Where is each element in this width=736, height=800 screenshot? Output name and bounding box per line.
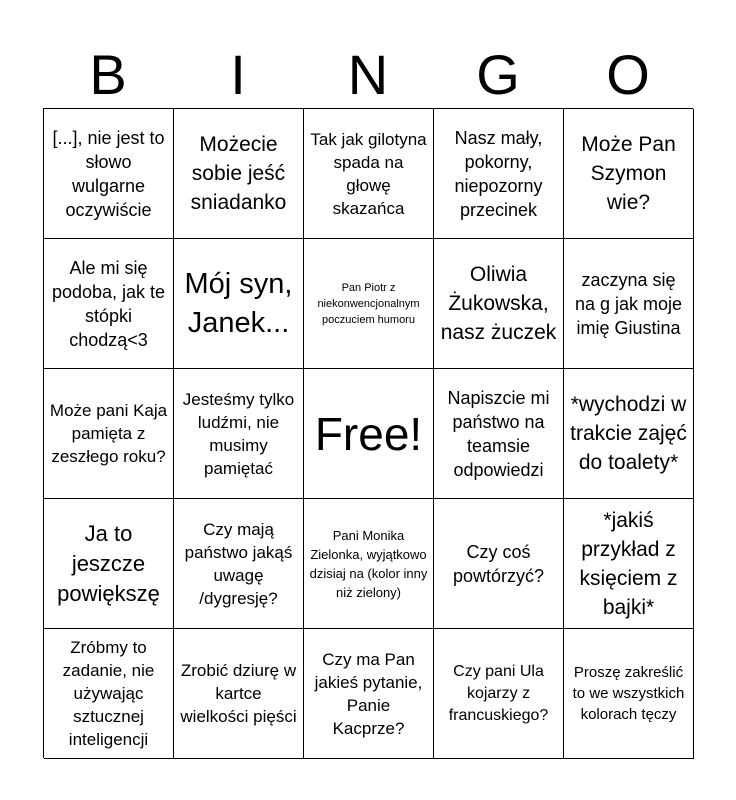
bingo-cell[interactable] xyxy=(304,499,434,629)
bingo-cell[interactable] xyxy=(44,369,174,499)
cell-text: Możecie sobie jeść sniadanko xyxy=(190,133,287,214)
cell-text: zaczyna się na g jak moje imię Giustina xyxy=(574,269,683,338)
cell-text: Jesteśmy tylko ludźmi, nie musimy pamiętać xyxy=(182,389,295,478)
bingo-cell[interactable] xyxy=(174,499,304,629)
bingo-cell[interactable] xyxy=(174,109,304,239)
cell-text: Nasz mały, pokorny, niepozorny przecinek xyxy=(454,127,543,220)
bingo-cell[interactable] xyxy=(174,629,304,759)
bingo-cell[interactable] xyxy=(564,109,694,239)
title-letter-i: I xyxy=(230,43,246,106)
cell-text: Czy ma Pan jakieś pytanie, Panie Kacprze? xyxy=(314,649,423,738)
cell-text: Tak jak gilotyna spada na głowę skazańca xyxy=(310,129,427,218)
bingo-cell[interactable] xyxy=(44,629,174,759)
bingo-cell[interactable] xyxy=(174,369,304,499)
cell-text: Ale mi się podoba, jak te stópki chodzą<3 xyxy=(51,257,166,350)
bingo-cell[interactable] xyxy=(174,239,304,369)
cell-text: Czy pani Ula kojarzy z francuskiego? xyxy=(448,662,549,724)
cell-text: Zróbmy to zadanie, nie używając sztucznej inteligencji xyxy=(62,638,155,749)
bingo-cell[interactable] xyxy=(434,499,564,629)
cell-text: Pan Piotr z niekonwencjonalnym poczuciem humoru xyxy=(317,281,420,326)
bingo-cell[interactable] xyxy=(44,239,174,369)
title-letter-g: G xyxy=(476,43,520,106)
cell-text: Proszę zakreślić to we wszystkich kolorach tęczy xyxy=(572,664,685,723)
cell-text: Pani Monika Zielonka, wyjątkowo dzisiaj na (kolor inny niż zielony) xyxy=(309,527,428,600)
title-letter-o: O xyxy=(606,43,650,106)
cell-text: *wychodzi w trakcie zajęć do toalety* xyxy=(570,393,687,474)
bingo-cell[interactable] xyxy=(304,239,434,369)
free-space-cell[interactable] xyxy=(304,369,434,499)
cell-text: Oliwia Żukowska, nasz żuczek xyxy=(440,263,557,344)
bingo-cell[interactable] xyxy=(434,629,564,759)
bingo-cell[interactable] xyxy=(564,369,694,499)
cell-text: Może Pan Szymon wie? xyxy=(581,133,676,214)
cell-text: [...], nie jest to słowo wulgarne oczywiście xyxy=(52,127,165,220)
cell-text: Mój syn, Janek... xyxy=(184,267,293,339)
bingo-title xyxy=(43,44,693,106)
title-letter-b: B xyxy=(89,43,127,106)
bingo-cell[interactable] xyxy=(304,629,434,759)
cell-text: Czy coś powtórzyć? xyxy=(452,541,545,586)
bingo-cell[interactable] xyxy=(564,239,694,369)
cell-text: Może pani Kaja pamięta z zeszłego roku? xyxy=(49,401,168,466)
title-letter-n: N xyxy=(347,43,389,106)
bingo-cell[interactable] xyxy=(564,499,694,629)
cell-text: Czy mają państwo jakąś uwagę /dygresję? xyxy=(184,519,293,608)
bingo-cell[interactable] xyxy=(564,629,694,759)
bingo-cell[interactable] xyxy=(44,499,174,629)
cell-text: *jakiś przykład z księciem z bajki* xyxy=(579,508,678,619)
bingo-cell[interactable] xyxy=(304,109,434,239)
bingo-cell[interactable] xyxy=(434,239,564,369)
cell-text: Ja to jeszcze powiększę xyxy=(57,520,160,606)
cell-text: Napiszcie mi państwo na teamsie odpowiedzi xyxy=(447,387,550,480)
bingo-cell[interactable] xyxy=(434,369,564,499)
bingo-cell[interactable] xyxy=(44,109,174,239)
bingo-card xyxy=(43,108,693,758)
cell-text: Zrobić dziurę w kartce wielkości pięści xyxy=(180,661,297,726)
bingo-cell[interactable] xyxy=(434,109,564,239)
free-space-text: Free! xyxy=(314,407,423,460)
